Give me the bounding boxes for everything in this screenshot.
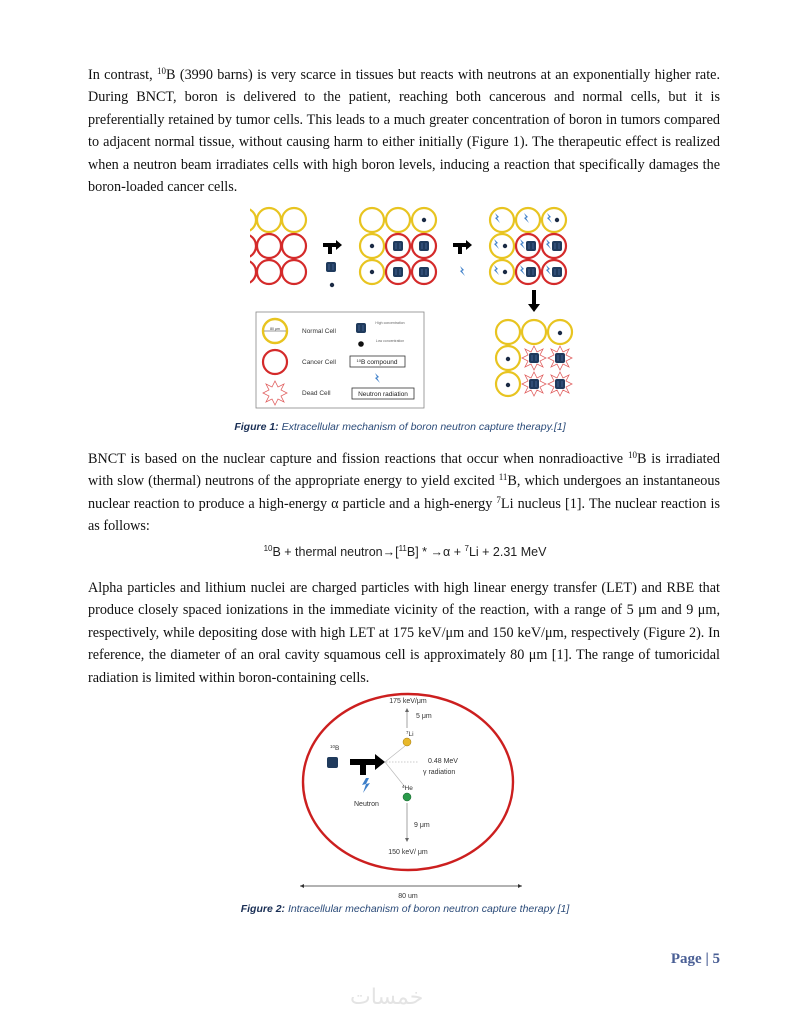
down-arrow-icon xyxy=(528,290,540,312)
legend-size-label: 80 μm xyxy=(270,327,280,331)
he-label: $^4$He xyxy=(402,784,413,792)
legend-dead-cell: Dead Cell xyxy=(302,390,331,397)
legend-normal-cell: Normal Cell xyxy=(302,328,336,335)
li-label: $^7$Li xyxy=(406,730,414,738)
boron-label: $^{10}$B xyxy=(330,744,340,752)
figure-1-legend xyxy=(256,312,424,408)
page-number: Page | 5 xyxy=(670,951,720,967)
legend-compound: $^{10}$B compound xyxy=(356,358,398,366)
cell-boundary xyxy=(303,694,513,870)
neutron-label: Neutron xyxy=(354,801,379,808)
legend-high-concentration: High concentration xyxy=(375,321,405,325)
figure-1-diagram xyxy=(250,200,590,415)
legend-neutron-radiation: Neutron radiation xyxy=(358,391,408,398)
figure-2-diagram xyxy=(290,690,540,900)
bottom-let-label: 150 keV/ μm xyxy=(388,849,428,856)
gamma-energy-label: 0.48 MeV xyxy=(428,758,458,765)
paragraph-let-range: Alpha particles and lithium nuclei are charged particles with high linear energy transfer (LET) and RBE that produce closely spaced ionizations in the immediate vicinity of the reaction, with a range of 5 μm and 9 μm, respectively, while depositing dose with high LET at 175 keV/μm and 150 keV/μm, respectively (Figure 2). In reference, the diameter of an oral cavity squamous cell is approximately 80 μm [1]. The range of tumoricidal radiation is limited within boron-containing cells. xyxy=(88,580,720,686)
boron-icon xyxy=(327,757,338,768)
legend-low-concentration: Low concentration xyxy=(375,339,405,343)
panel-cell-death xyxy=(496,320,572,396)
boron-low-icon xyxy=(330,283,334,287)
watermark: خمسات xyxy=(350,985,424,1010)
helium-particle xyxy=(403,793,411,801)
neutron-bolt-icon xyxy=(362,778,370,793)
neutron-icon xyxy=(460,266,465,276)
figure-2-caption: Figure 2: Intracellular mechanism of boron neutron capture therapy [1] xyxy=(240,903,570,915)
arrow-icon xyxy=(453,240,472,254)
boron-high-icon xyxy=(326,262,336,272)
panel-boron-uptake xyxy=(360,208,436,284)
nuclear-reaction-equation: $^{10}$B + thermal neutron→[$^{11}$B] * →α + $^7$Li + 2.31 MeV xyxy=(263,544,547,559)
legend-cancer-cell: Cancer Cell xyxy=(302,359,336,366)
he-range-label: 9 μm xyxy=(414,822,430,829)
arrow-icon xyxy=(323,240,342,254)
diameter-label: 80 um xyxy=(398,893,418,900)
gamma-radiation-label: γ radiation xyxy=(423,769,456,776)
li-range-label: 5 μm xyxy=(416,713,432,720)
paragraph-bnct-reaction: BNCT is based on the nuclear capture and fission reactions that occur when nonradioactive $^{10}$B is irradiated with slow (thermal) neutrons of the appropriate energy to yield excited $^{11}$B, which undergoes an instantaneous nuclear reaction to produce a high-energy α particle and a high-energy $^7$Li nucleus [1]. The nuclear reaction is as follows: xyxy=(88,450,720,535)
panel-irradiation xyxy=(490,208,566,284)
lithium-particle xyxy=(403,738,411,746)
top-let-label: 175 keV/μm xyxy=(389,698,427,705)
panel-initial-cells xyxy=(250,208,306,284)
figure-1-caption: Figure 1: Extracellular mechanism of boron neutron capture therapy.[1] xyxy=(234,421,566,433)
neutron-arrow-icon xyxy=(350,754,385,775)
paragraph-boron-intro: In contrast, $^{10}$B (3990 barns) is very scarce in tissues but reacts with neutrons at an exponentially higher rate. During BNCT, boron is delivered to the patient, reaching both cancerous and normal cells, but it is preferentially retained by tumor cells. This leads to a much greater concentration of boron in tumors compared to adjacent normal tissue, without causing harm to either initially (Figure 1). The therapeutic effect is realized when a neutron beam irradiates cells with high boron levels, inducing a reaction that specifically damages the boron-loaded cancer cells. xyxy=(88,66,720,196)
